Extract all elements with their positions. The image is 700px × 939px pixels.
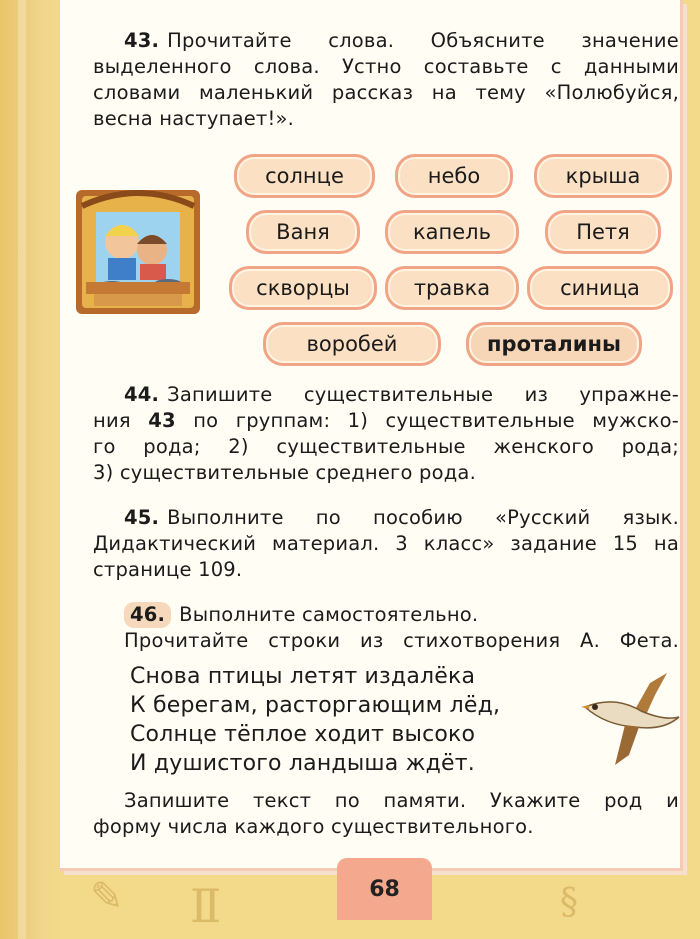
word-pill: солнце <box>234 154 375 198</box>
ex44-line4: 3) существительные среднего рода. <box>93 461 476 484</box>
poem-line: Снова птицы летят издалёка <box>130 664 476 689</box>
ex45-number: 45. <box>124 506 160 529</box>
ex43-line3: словами маленький рассказ на тему «Полюбуйся, <box>93 81 679 104</box>
word-pill: синица <box>527 266 673 310</box>
ex46-task-line2: форму числа каждого существительного. <box>93 815 534 838</box>
ex46-task-line1: Запишите текст по памяти. Укажите род и <box>124 789 679 812</box>
ex46-line1: 46. Выполните самостоятельно. <box>124 602 679 628</box>
window-children-birds-picture <box>72 186 204 318</box>
ex46-line2: Прочитайте строки из стихотворения А. Фета. <box>124 629 679 652</box>
word-pill: капель <box>385 210 519 254</box>
ex44-number: 44. <box>124 383 160 406</box>
word-pill: Петя <box>545 210 661 254</box>
word-pill: скворцы <box>229 266 377 310</box>
ex45-line3: странице 109. <box>93 558 243 581</box>
word-pill: Ваня <box>246 210 360 254</box>
ex44-line3: го рода; 2) существительные женского рода; <box>93 435 679 458</box>
ex44-line1: 44. Запишите существительные из упражне- <box>124 383 679 406</box>
word-pill: крыша <box>534 154 672 198</box>
ex43-number: 43. <box>124 29 160 52</box>
left-decorative-band <box>0 0 60 939</box>
ex46-number: 46. <box>124 602 171 628</box>
ex44-line2: ния 43 по группам: 1) существительные мужско- <box>93 409 679 432</box>
ex43-line4: весна наступает!». <box>93 107 295 130</box>
highlighted-word-pill: проталины <box>466 322 642 366</box>
poem-line: Солнце тёплое ходит высоко <box>130 722 476 747</box>
word-pill: воробей <box>263 322 441 366</box>
bottom-decoration: ✎ Ⅱ § <box>90 874 578 933</box>
ex45-line1: 45. Выполните по пособию «Русский язык. <box>124 506 679 529</box>
ex44-exercise-ref: 43 <box>148 409 176 432</box>
word-pill: небо <box>395 154 513 198</box>
ex43-line2: выделенного слова. Устно составьте с данными <box>93 55 679 78</box>
page-number-tab <box>337 858 432 920</box>
poem-line: И душистого ландыша ждёт. <box>130 751 475 776</box>
word-pill: травка <box>385 266 519 310</box>
flying-bird-illustration <box>575 665 685 780</box>
poem-line: К берегам, расторгающим лёд, <box>130 693 501 718</box>
ex45-line2: Дидактический материал. 3 класс» задание 15 на <box>93 532 679 555</box>
page-number: 68 <box>369 876 400 902</box>
ex43-line1: 43. Прочитайте слова. Объясните значение <box>124 29 679 52</box>
